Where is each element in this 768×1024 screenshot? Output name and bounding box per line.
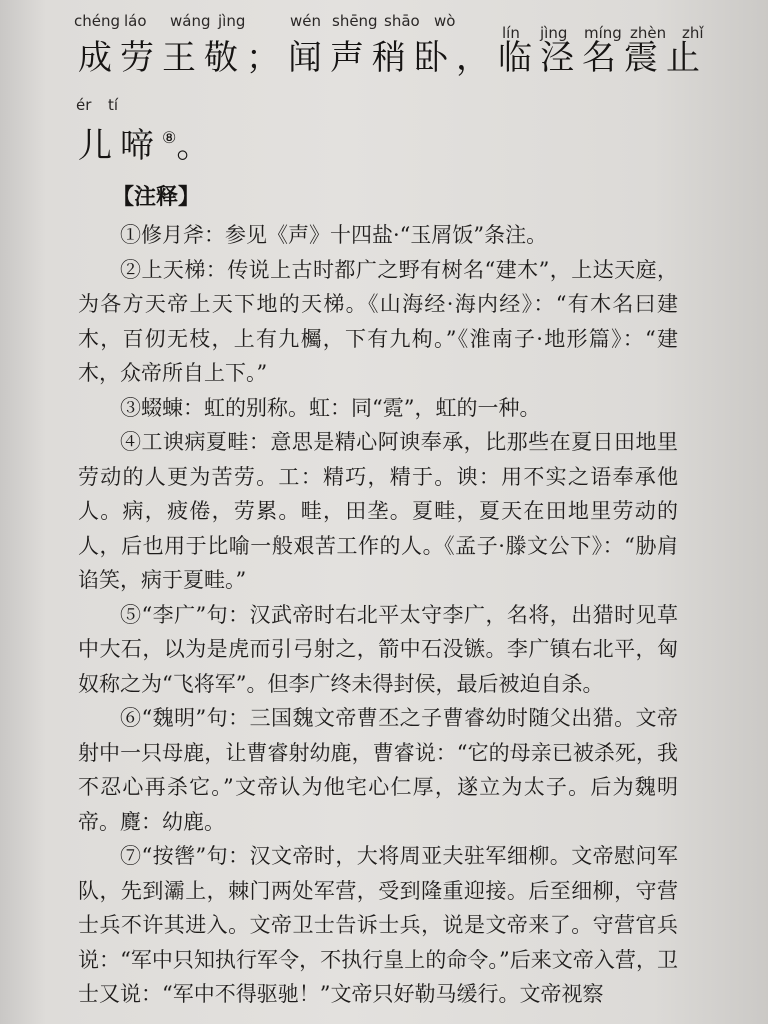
pinyin: ér [76, 96, 92, 114]
pinyin: láo [124, 12, 147, 30]
note-6: ⑥“魏明”句：三国魏文帝曹丕之子曹睿幼时随父出猎。文帝射中一只母鹿，让曹睿射幼鹿，曹睿说：“它的母亲已被杀死，我不忍心再杀它。”文帝认为他宅心仁厚，遂立为太子。后为魏明帝。麑：幼鹿。 [78, 706, 678, 834]
pinyin: zhèn [630, 24, 667, 42]
note-5: ⑤“李广”句：汉武帝时右北平太守李广，名将，出猎时见草中大石，以为是虎而引弓射之，箭中石没镞。李广镇右北平，匈奴称之为“飞将军”。但李广终未得封侯，最后被迫自杀。 [78, 602, 678, 696]
pinyin: jìng [540, 24, 568, 42]
notes-list [78, 218, 678, 1012]
note-4: ④工谀病夏畦：意思是精心阿谀奉承，比那些在夏日田地里劳动的人更为苦劳。工：精巧，精于。谀：用不实之语奉承他人。病，疲倦，劳累。畦，田垄。夏畦，夏天在田地里劳动的人，后也用于比喻一般艰苦工作的人。《孟子·滕文公下》：“胁肩谄笑，病于夏畦。” [78, 430, 678, 592]
pinyin: míng [584, 24, 622, 42]
pinyin-line-2 [78, 96, 758, 118]
pinyin: zhǐ [682, 24, 704, 42]
poem-line-2 [78, 118, 758, 166]
pinyin: jìng [218, 12, 246, 30]
pinyin: wò [434, 12, 456, 30]
note-2: ②上天梯：传说上古时都广之野有树名“建木”，上达天庭，为各方天帝上天下地的天梯。《山海经·海内经》：“有木名曰建木，百仞无枝，上有九欘，下有九枸。”《淮南子·地形篇》：“建木，众帝所自上下。” [78, 257, 678, 385]
pinyin: wáng [170, 12, 211, 30]
note-1: ①修月斧：参见《声》十四盐·“玉屑饭”条注。 [120, 223, 548, 247]
note-3: ③蝃蝀：虹的别称。虹：同“霓”，虹的一种。 [120, 395, 541, 420]
note-7: ⑦“按辔”句：汉文帝时，大将周亚夫驻军细柳。文帝慰问军队，先到灞上，棘门两处军营，受到隆重迎接。后至细柳，守营士兵不许其进入。文帝卫士告诉士兵，说是文帝来了。守营官兵说：“军中只知执行军令，不执行皇上的命令。”后来文帝入营，卫士又说：“军中不得驱驰！”文帝只好勒马缓行。文帝视察 [78, 844, 678, 1006]
pinyin: tí [108, 96, 119, 114]
note-mark: ⑧ [162, 128, 177, 147]
poem-block [74, 6, 758, 166]
pinyin: chéng [74, 12, 121, 30]
poem-line-2-end: 。 [176, 126, 219, 166]
pinyin: shēng [332, 12, 378, 30]
poem-line-1: 成劳王敬；闻声稍卧，临泾名震止 [78, 38, 708, 78]
pinyin: wén [290, 12, 322, 30]
poem-line-2-text: 儿啼 [78, 126, 162, 166]
pinyin: lín [502, 24, 520, 42]
pinyin-line-1 [74, 6, 758, 42]
pinyin: shāo [384, 12, 420, 30]
section-title: 【注释】 [112, 185, 201, 210]
